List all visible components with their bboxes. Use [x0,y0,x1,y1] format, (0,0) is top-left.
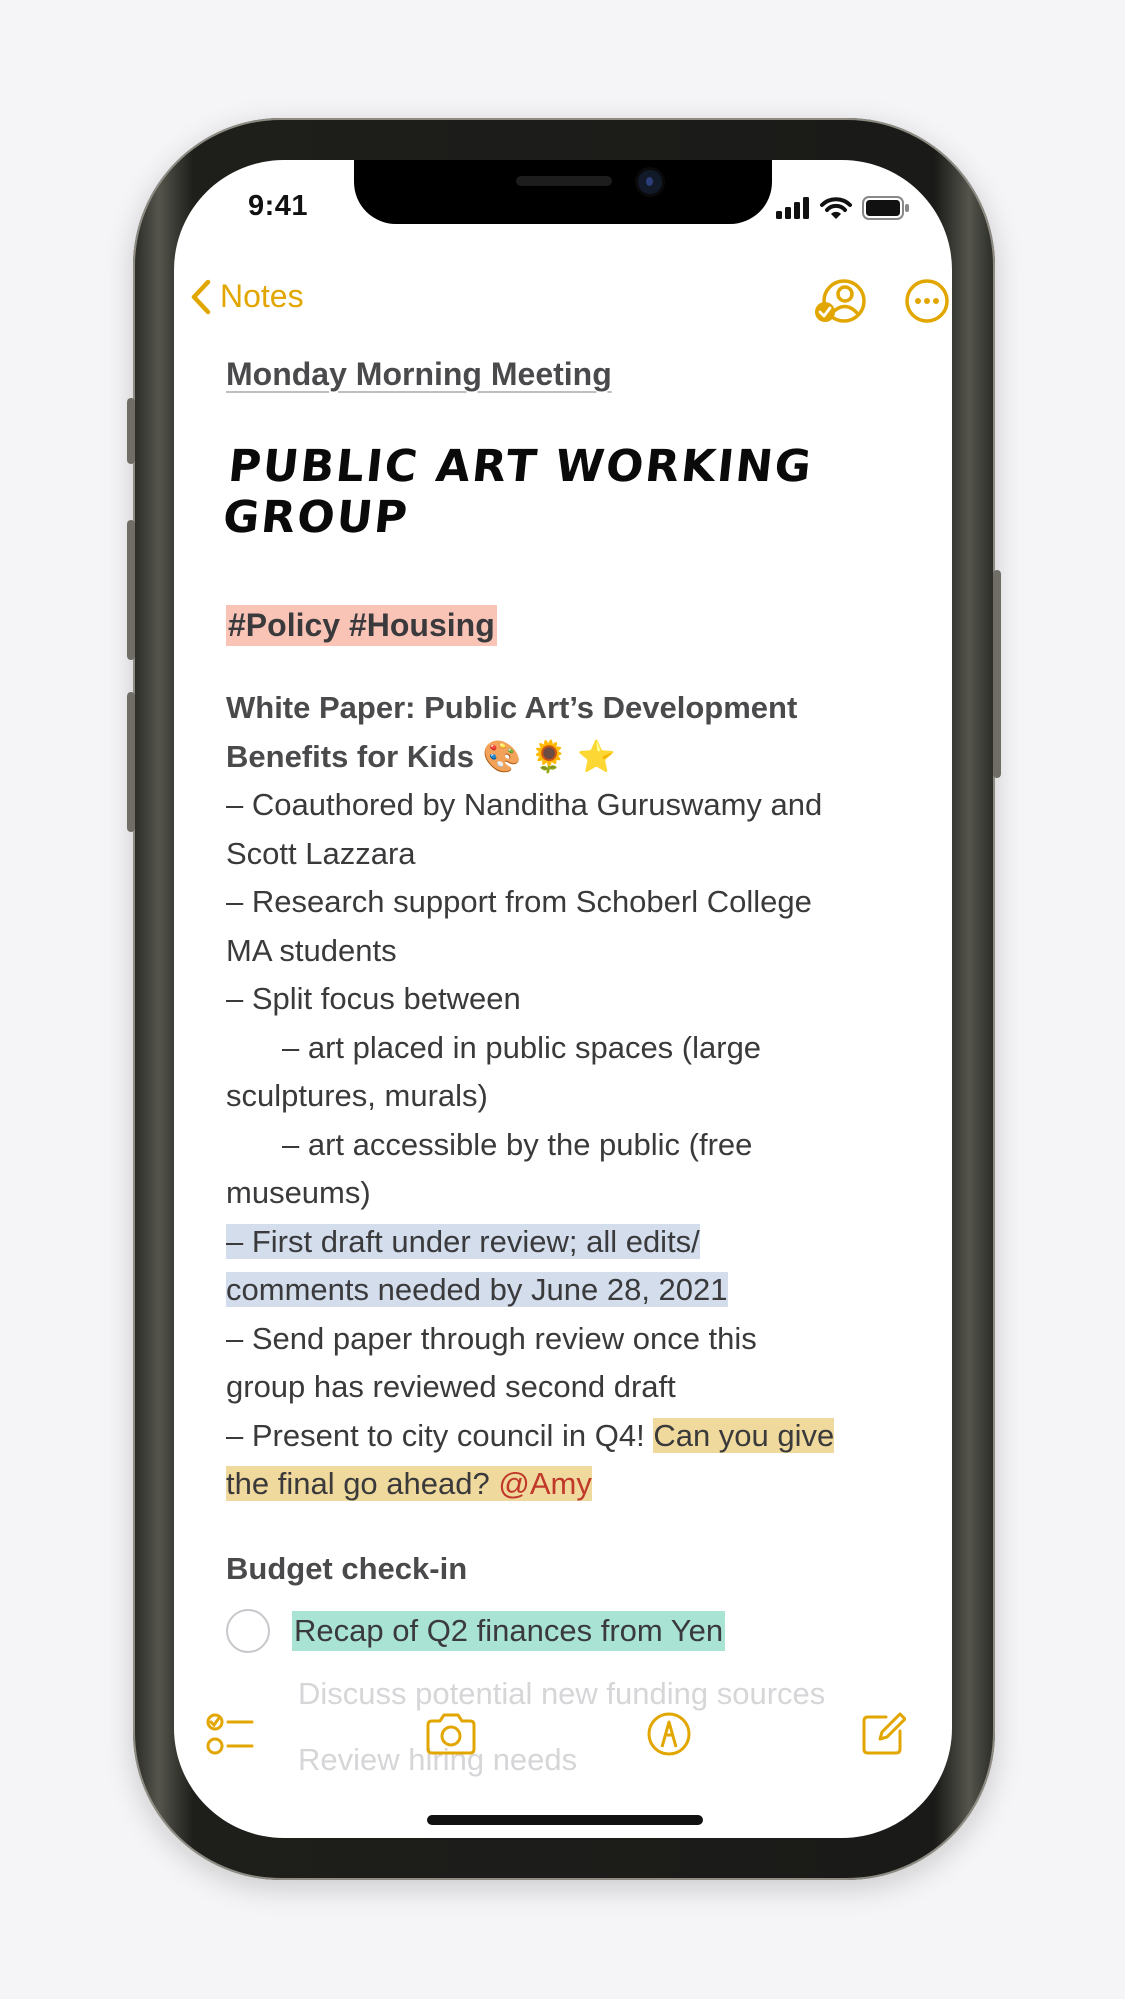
bottom-toolbar [206,1706,906,1762]
checklist [226,1601,916,1793]
checkbox-circle[interactable] [226,1609,270,1653]
ask-text: the final go ahead? [226,1466,499,1501]
wifi-icon [820,196,852,220]
silent-switch [127,398,135,464]
checklist-item [226,1601,916,1661]
back-label: Notes [220,278,304,314]
home-indicator[interactable] [427,1815,703,1825]
note-line: – Research support from Schoberl College [226,884,812,919]
person-check-icon[interactable] [814,279,868,323]
nav-bar [190,278,950,334]
volume-up-button [127,520,135,660]
handwritten-heading: PUBLIC ART WORKING GROUP [220,441,816,543]
status-time: 9:41 [248,190,309,222]
paper-title-line-1: White Paper: Public Art’s Development [226,690,798,725]
volume-down-button [127,692,135,832]
status-icons [776,196,910,220]
checklist-item-faded: Discuss potential new funding sources [298,1675,826,1711]
note-line: MA students [226,932,397,968]
note-line-indented: – art accessible by the public (free [282,1126,753,1162]
front-camera [638,170,662,194]
paper-title-line-2: Benefits for Kids 🎨 🌻 ⭐ [226,738,616,774]
note-line: sculptures, murals) [226,1078,488,1113]
budget-heading: Budget check-in [226,1550,468,1586]
notch [354,160,772,224]
blue-highlight-line-1: – First draft under review; all edits/ [226,1223,700,1259]
gold-highlight-line-1: Can you give [653,1417,835,1453]
note-title: Monday Morning Meeting [226,356,612,392]
back-button[interactable] [190,278,304,315]
note-line: – Coauthored by Nanditha Guruswamy and [226,787,823,822]
speaker [516,176,612,186]
note-line: – Split focus between [226,981,521,1016]
note-line: Scott Lazzara [226,835,416,871]
power-button [993,570,1001,778]
signal-icon [776,197,810,219]
camera-icon[interactable] [424,1713,478,1755]
checklist-item-faded: Review hiring needs [298,1741,578,1777]
compose-icon[interactable] [860,1711,906,1757]
checklist-item-text: Recap of Q2 finances from Yen [292,1611,725,1651]
note-line: – Send paper through review once this [226,1320,757,1356]
ellipsis-circle-icon[interactable] [904,278,950,324]
battery-icon [862,196,910,220]
gold-highlight-line-2 [226,1466,592,1501]
note-line: group has reviewed second draft [226,1369,676,1404]
blue-highlight-line-2: comments needed by June 28, 2021 [226,1272,728,1307]
note-line-indented: – art placed in public spaces (large [282,1029,762,1065]
checklist-icon[interactable] [206,1711,256,1757]
present-text: – Present to city council in Q4! [226,1417,654,1453]
note-body[interactable] [220,356,916,1793]
mention-amy[interactable]: @Amy [498,1466,592,1501]
pen-circle-icon[interactable] [646,1711,692,1757]
chevron-left-icon [190,279,212,315]
note-text [226,684,916,1509]
note-line: museums) [226,1175,371,1210]
tags-highlight[interactable]: #Policy #Housing [226,605,497,646]
